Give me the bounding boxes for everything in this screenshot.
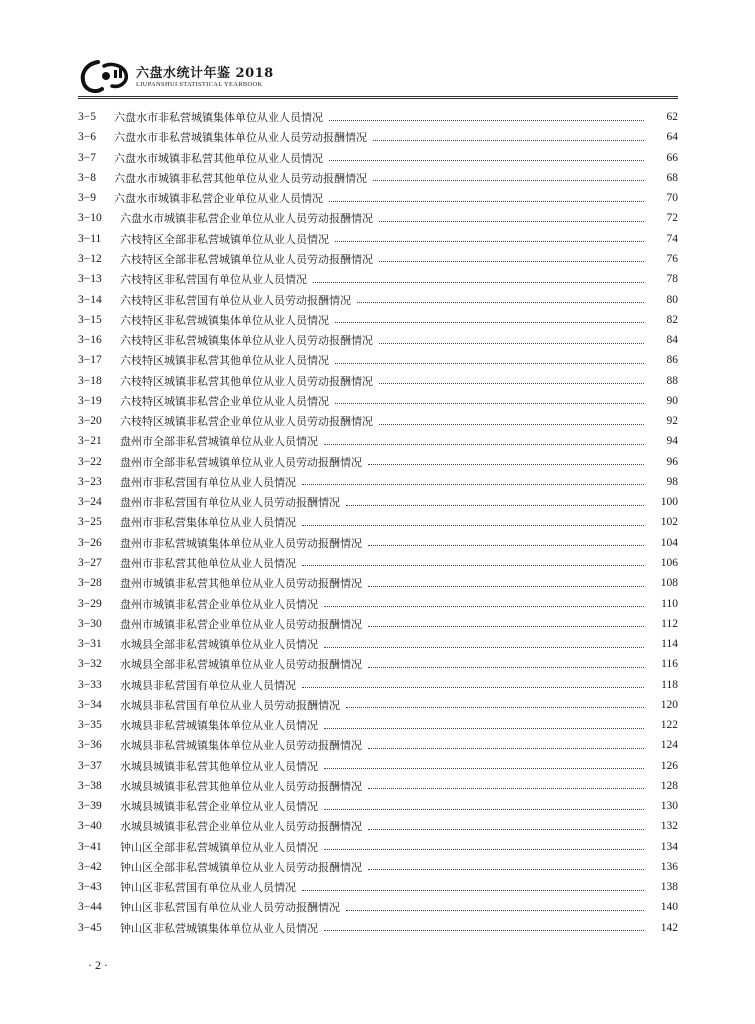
toc-entry-number: 3−23 xyxy=(78,475,102,488)
toc-entry-title: 盘州市非私营城镇集体单位从业人员劳动报酬情况 xyxy=(120,536,362,550)
dot-leader xyxy=(324,849,644,850)
dot-leader xyxy=(368,788,644,789)
dot-leader xyxy=(368,464,644,465)
toc-entry-title: 六盘水市非私营城镇集体单位从业人员情况 xyxy=(114,111,323,125)
toc-entry[interactable] xyxy=(78,168,678,188)
dot-leader xyxy=(324,930,644,931)
toc-entry-page: 68 xyxy=(666,171,678,184)
toc-entry-page: 72 xyxy=(666,212,678,225)
toc-entry-number: 3−25 xyxy=(78,516,102,529)
dot-leader xyxy=(313,282,644,283)
toc-entry-title: 盘州市全部非私营城镇单位从业人员情况 xyxy=(120,435,318,449)
toc-entry-number: 3−18 xyxy=(78,374,102,387)
header-rule-thin xyxy=(78,98,678,99)
toc-entry-title: 水城县非私营国有单位从业人员劳动报酬情况 xyxy=(120,698,340,712)
toc-entry-number: 3−28 xyxy=(78,577,102,590)
toc-entry[interactable] xyxy=(78,776,678,796)
toc-entry-page: 90 xyxy=(666,394,678,407)
toc-entry-page: 96 xyxy=(666,455,678,468)
toc-entry[interactable] xyxy=(78,877,678,897)
dot-leader xyxy=(379,424,644,425)
toc-entry-title: 六盘水市城镇非私营其他单位从业人员劳动报酬情况 xyxy=(114,171,367,185)
toc-entry-number: 3−33 xyxy=(78,678,102,691)
toc-entry-number: 3−31 xyxy=(78,638,102,651)
dot-leader xyxy=(368,667,644,668)
header-rule xyxy=(78,96,678,97)
toc-entry-number: 3−9 xyxy=(78,192,96,205)
toc-entry-page: 118 xyxy=(661,678,678,691)
toc-entry-number: 3−16 xyxy=(78,334,102,347)
toc-entry-page: 116 xyxy=(661,658,678,671)
toc-entry-page: 78 xyxy=(666,273,678,286)
toc-entry[interactable] xyxy=(78,837,678,857)
toc-entry[interactable] xyxy=(78,512,678,532)
dot-leader xyxy=(373,180,644,181)
toc-entry-number: 3−39 xyxy=(78,800,102,813)
toc-entry[interactable] xyxy=(78,472,678,492)
toc-entry[interactable] xyxy=(78,735,678,755)
toc-entry-number: 3−8 xyxy=(78,171,96,184)
toc-entry-page: 112 xyxy=(661,617,678,630)
toc-entry-page: 138 xyxy=(660,881,678,894)
toc-entry-title: 六枝特区非私营国有单位从业人员情况 xyxy=(120,273,307,287)
dot-leader xyxy=(368,748,644,749)
toc-entry-number: 3−36 xyxy=(78,739,102,752)
toc-entry[interactable] xyxy=(78,695,678,715)
toc-entry[interactable] xyxy=(78,269,678,289)
toc-entry-title: 水城县全部非私营城镇单位从业人员劳动报酬情况 xyxy=(120,658,362,672)
toc-entry-number: 3−15 xyxy=(78,313,102,326)
toc-entry-title: 六盘水市城镇非私营企业单位从业人员情况 xyxy=(114,192,323,206)
dot-leader xyxy=(368,545,644,546)
page-number: · 2 · xyxy=(88,958,108,972)
toc-entry[interactable] xyxy=(78,857,678,877)
toc-entry-number: 3−12 xyxy=(78,252,102,265)
toc-entry-title: 六枝特区非私营城镇集体单位从业人员情况 xyxy=(120,313,329,327)
dot-leader xyxy=(302,525,644,526)
toc-entry-title: 六枝特区全部非私营城镇单位从业人员劳动报酬情况 xyxy=(120,252,373,266)
toc-entry[interactable] xyxy=(78,229,678,249)
dot-leader xyxy=(379,343,644,344)
toc-entry-title: 钟山区非私营国有单位从业人员劳动报酬情况 xyxy=(120,901,340,915)
toc-entry[interactable] xyxy=(78,897,678,917)
toc-entry-title: 盘州市城镇非私营企业单位从业人员情况 xyxy=(120,597,318,611)
toc-entry-title: 水城县城镇非私营其他单位从业人员情况 xyxy=(120,759,318,773)
dot-leader xyxy=(324,809,644,810)
toc-entry[interactable] xyxy=(78,593,678,613)
toc-entry-page: 130 xyxy=(660,800,678,813)
toc-entry-number: 3−13 xyxy=(78,273,102,286)
dot-leader xyxy=(368,829,644,830)
toc-entry-page: 132 xyxy=(660,820,678,833)
toc-entry[interactable] xyxy=(78,573,678,593)
toc-entry[interactable] xyxy=(78,350,678,370)
toc-entry-title: 盘州市非私营国有单位从业人员情况 xyxy=(120,475,296,489)
statistics-emblem-icon xyxy=(78,58,134,94)
dot-leader xyxy=(335,363,644,364)
dot-leader xyxy=(329,120,644,121)
toc-entry-page: 104 xyxy=(660,536,678,549)
toc-entry-page: 84 xyxy=(666,334,678,347)
toc-entry[interactable] xyxy=(78,816,678,836)
toc-entry[interactable] xyxy=(78,796,678,816)
toc-entry-page: 94 xyxy=(666,435,678,448)
yearbook-subtitle: LIUPANSHUI STATISTICAL YEARBOOK xyxy=(136,81,263,88)
toc-entry-page: 110 xyxy=(661,597,678,610)
toc-entry[interactable] xyxy=(78,452,678,472)
toc-entry-number: 3−43 xyxy=(78,881,102,894)
toc-entry-title: 六枝特区全部非私营城镇单位从业人员情况 xyxy=(120,232,329,246)
toc-entry-number: 3−21 xyxy=(78,435,102,448)
dot-leader xyxy=(302,565,644,566)
toc-entry-number: 3−40 xyxy=(78,820,102,833)
dot-leader xyxy=(324,606,644,607)
toc-entry-number: 3−26 xyxy=(78,536,102,549)
toc-entry-title: 六盘水市城镇非私营企业单位从业人员劳动报酬情况 xyxy=(120,212,373,226)
toc-entry-number: 3−5 xyxy=(78,111,96,124)
toc-entry[interactable] xyxy=(78,411,678,431)
dot-leader xyxy=(368,626,644,627)
toc-entry-page: 128 xyxy=(660,779,678,792)
toc-entry-title: 盘州市城镇非私营企业单位从业人员劳动报酬情况 xyxy=(120,617,362,631)
toc-entry-page: 108 xyxy=(660,577,678,590)
toc-entry-number: 3−11 xyxy=(78,232,102,245)
toc-entry-number: 3−32 xyxy=(78,658,102,671)
toc-entry-title: 六盘水市城镇非私营其他单位从业人员情况 xyxy=(114,151,323,165)
toc-entry[interactable] xyxy=(78,370,678,390)
toc-entry-number: 3−17 xyxy=(78,354,102,367)
toc-entry-page: 126 xyxy=(660,759,678,772)
dot-leader xyxy=(324,768,644,769)
toc-entry-page: 62 xyxy=(666,111,678,124)
page-header xyxy=(78,52,678,98)
toc-entry-page: 70 xyxy=(666,192,678,205)
toc-entry[interactable] xyxy=(78,918,678,938)
toc-entry-page: 124 xyxy=(660,739,678,752)
toc-entry-page: 66 xyxy=(666,151,678,164)
toc-entry-page: 106 xyxy=(660,556,678,569)
toc-entry-title: 水城县城镇非私营企业单位从业人员劳动报酬情况 xyxy=(120,820,362,834)
toc-entry-title: 六枝特区城镇非私营其他单位从业人员情况 xyxy=(120,354,329,368)
toc-entry-number: 3−37 xyxy=(78,759,102,772)
toc-entry[interactable] xyxy=(78,391,678,411)
toc-entry-number: 3−44 xyxy=(78,901,102,914)
dot-leader xyxy=(335,241,644,242)
dot-leader xyxy=(357,302,644,303)
toc-entry-number: 3−10 xyxy=(78,212,102,225)
toc-entry-title: 盘州市非私营其他单位从业人员情况 xyxy=(120,556,296,570)
dot-leader xyxy=(379,383,644,384)
toc-entry[interactable] xyxy=(78,127,678,147)
toc-entry-title: 水城县城镇非私营其他单位从业人员劳动报酬情况 xyxy=(120,779,362,793)
toc-entry-page: 100 xyxy=(660,496,678,509)
toc-entry-number: 3−35 xyxy=(78,719,102,732)
toc-entry[interactable] xyxy=(78,553,678,573)
toc-entry-number: 3−19 xyxy=(78,394,102,407)
yearbook-title: 六盘水统计年鉴 2018 xyxy=(136,66,274,81)
dot-leader xyxy=(302,890,644,891)
toc-entry[interactable] xyxy=(78,188,678,208)
toc-entry[interactable] xyxy=(78,533,678,553)
toc-entry[interactable] xyxy=(78,289,678,309)
toc-entry-number: 3−30 xyxy=(78,617,102,630)
toc-entry-page: 92 xyxy=(666,415,678,428)
toc-entry[interactable] xyxy=(78,674,678,694)
toc-entry-number: 3−22 xyxy=(78,455,102,468)
toc-entry-number: 3−7 xyxy=(78,151,96,164)
toc-entry-title: 钟山区全部非私营城镇单位从业人员劳动报酬情况 xyxy=(120,860,362,874)
toc-entry[interactable] xyxy=(78,310,678,330)
toc-entry-number: 3−14 xyxy=(78,293,102,306)
toc-entry-number: 3−20 xyxy=(78,415,102,428)
toc-entry-page: 76 xyxy=(666,252,678,265)
toc-entry-page: 122 xyxy=(660,719,678,732)
dot-leader xyxy=(346,910,644,911)
toc-entry-page: 82 xyxy=(666,313,678,326)
dot-leader xyxy=(329,160,644,161)
toc-entry[interactable] xyxy=(78,634,678,654)
dot-leader xyxy=(324,444,644,445)
toc-entry[interactable] xyxy=(78,614,678,634)
toc-entry-title: 水城县城镇非私营企业单位从业人员情况 xyxy=(120,800,318,814)
dot-leader xyxy=(335,322,644,323)
dot-leader xyxy=(373,140,644,141)
toc-entry-page: 120 xyxy=(660,698,678,711)
toc-entry-title: 盘州市城镇非私营其他单位从业人员劳动报酬情况 xyxy=(120,577,362,591)
toc-entry[interactable] xyxy=(78,715,678,735)
toc-entry-page: 98 xyxy=(666,475,678,488)
dot-leader xyxy=(329,201,644,202)
toc-entry[interactable] xyxy=(78,492,678,512)
toc-entry-number: 3−42 xyxy=(78,860,102,873)
toc-entry-title: 六枝特区非私营城镇集体单位从业人员劳动报酬情况 xyxy=(120,334,373,348)
toc-entry-page: 136 xyxy=(660,860,678,873)
toc-entry-number: 3−27 xyxy=(78,556,102,569)
toc-entry-page: 74 xyxy=(666,232,678,245)
toc-entry-number: 3−24 xyxy=(78,496,102,509)
toc-entry-title: 六枝特区城镇非私营其他单位从业人员劳动报酬情况 xyxy=(120,374,373,388)
dot-leader xyxy=(302,484,644,485)
dot-leader xyxy=(302,687,644,688)
dot-leader xyxy=(368,869,644,870)
toc-entry-title: 六枝特区城镇非私营企业单位从业人员情况 xyxy=(120,394,329,408)
toc-entry-page: 80 xyxy=(666,293,678,306)
toc-entry-number: 3−41 xyxy=(78,840,102,853)
toc-entry[interactable] xyxy=(78,756,678,776)
toc-entry-title: 盘州市非私营国有单位从业人员劳动报酬情况 xyxy=(120,496,340,510)
dot-leader xyxy=(368,586,644,587)
toc-entry[interactable] xyxy=(78,330,678,350)
toc-entry-title: 水城县全部非私营城镇单位从业人员情况 xyxy=(120,638,318,652)
dot-leader xyxy=(379,221,644,222)
toc-entry-page: 86 xyxy=(666,354,678,367)
toc-entry-title: 六枝特区城镇非私营企业单位从业人员劳动报酬情况 xyxy=(120,415,373,429)
toc-entry[interactable] xyxy=(78,208,678,228)
table-of-contents xyxy=(78,107,678,938)
toc-entry-number: 3−45 xyxy=(78,921,102,934)
toc-entry-page: 140 xyxy=(660,901,678,914)
toc-entry-number: 3−29 xyxy=(78,597,102,610)
toc-entry[interactable] xyxy=(78,107,678,127)
dot-leader xyxy=(346,707,644,708)
toc-entry-title: 六盘水市非私营城镇集体单位从业人员劳动报酬情况 xyxy=(114,131,367,145)
dot-leader xyxy=(346,505,644,506)
toc-entry-page: 88 xyxy=(666,374,678,387)
toc-entry-page: 102 xyxy=(660,516,678,529)
dot-leader xyxy=(335,403,644,404)
dot-leader xyxy=(379,261,644,262)
toc-entry-number: 3−34 xyxy=(78,698,102,711)
toc-entry-page: 134 xyxy=(660,840,678,853)
dot-leader xyxy=(324,728,644,729)
toc-entry-title: 盘州市全部非私营城镇单位从业人员劳动报酬情况 xyxy=(120,455,362,469)
toc-entry-title: 钟山区非私营国有单位从业人员情况 xyxy=(120,881,296,895)
toc-entry[interactable] xyxy=(78,249,678,269)
toc-entry-title: 水城县非私营城镇集体单位从业人员情况 xyxy=(120,719,318,733)
toc-entry-title: 六枝特区非私营国有单位从业人员劳动报酬情况 xyxy=(120,293,351,307)
toc-entry[interactable] xyxy=(78,654,678,674)
toc-entry[interactable] xyxy=(78,431,678,451)
toc-entry-page: 142 xyxy=(660,921,678,934)
toc-entry[interactable] xyxy=(78,148,678,168)
toc-entry-page: 64 xyxy=(666,131,678,144)
dot-leader xyxy=(324,647,644,648)
toc-entry-number: 3−6 xyxy=(78,131,96,144)
toc-entry-title: 盘州市非私营集体单位从业人员情况 xyxy=(120,516,296,530)
toc-entry-title: 钟山区非私营城镇集体单位从业人员情况 xyxy=(120,921,318,935)
toc-entry-number: 3−38 xyxy=(78,779,102,792)
toc-entry-page: 114 xyxy=(661,638,678,651)
toc-entry-title: 钟山区全部非私营城镇单位从业人员情况 xyxy=(120,840,318,854)
toc-entry-title: 水城县非私营城镇集体单位从业人员劳动报酬情况 xyxy=(120,739,362,753)
toc-entry-title: 水城县非私营国有单位从业人员情况 xyxy=(120,678,296,692)
